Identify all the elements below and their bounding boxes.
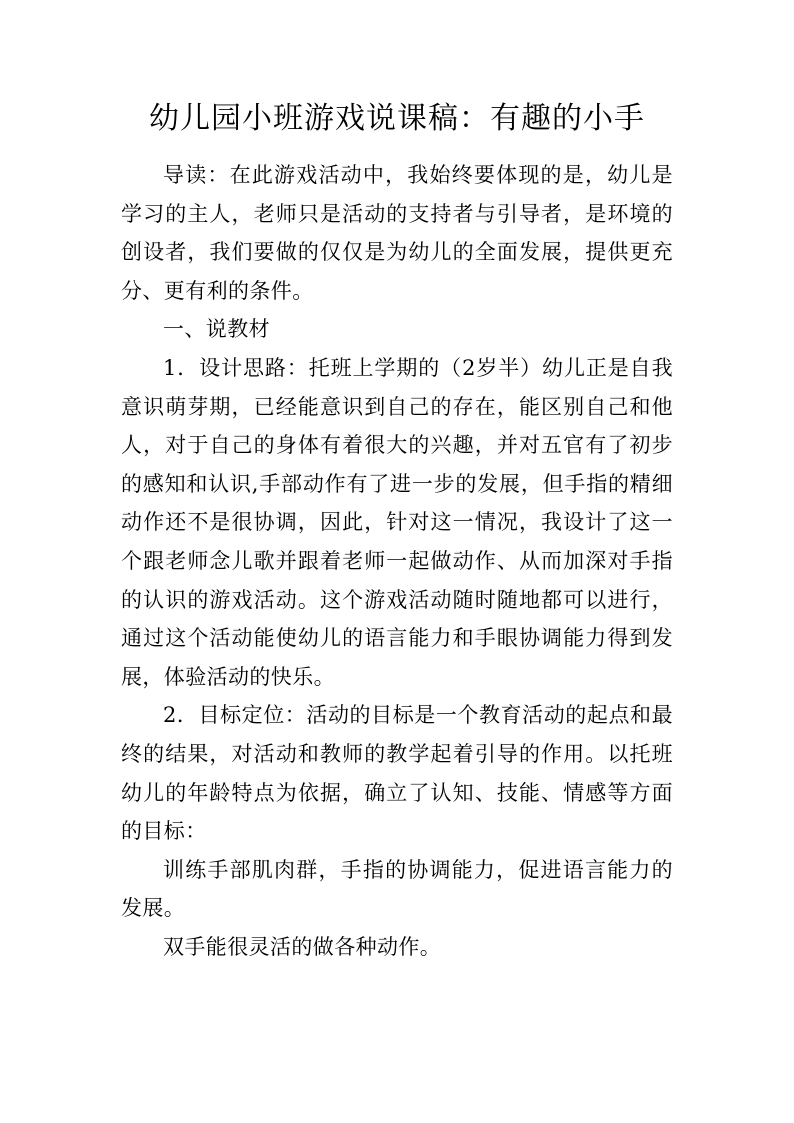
section-heading-teaching-material: 一、说教材	[163, 317, 270, 342]
document-title: 幼儿园小班游戏说课稿：有趣的小手	[149, 101, 645, 136]
paragraph-goal-positioning: 2．目标定位：活动的目标是一个教育活动的起点和最终的结果，对活动和教师的教学起着引导的作用。以托班幼儿的年龄特点为依据，确立了认知、技能、情感等方面的目标：	[121, 703, 673, 844]
paragraph-design-idea: 1．设计思路：托班上学期的（2岁半）幼儿正是自我意识萌芽期，已经能意识到自己的存在，能区别自己和他人，对于自己的身体有着很大的兴趣，并对五官有了初步的感知和认识,手部动作有了进一步的发展，但手指的精细动作还不是很协调，因此，针对这一情况，我设计了这一个跟老师念儿歌并跟着老师一起做动作、从而加深对手指的认识的游戏活动。这个游戏活动随时随地都可以进行，通过这个活动能使幼儿的语言能力和手眼协调能力得到发展，体验活动的快乐。	[121, 355, 673, 689]
paragraph-goal-item-1: 训练手部肌肉群，手指的协调能力，促进语言能力的发展。	[121, 857, 673, 921]
paragraph-intro: 导读：在此游戏活动中，我始终要体现的是，幼儿是学习的主人，老师只是活动的支持者与引导者，是环境的创设者，我们要做的仅仅是为幼儿的全面发展，提供更充分、更有利的条件。	[121, 163, 673, 303]
document-body	[121, 156, 673, 966]
paragraph-goal-item-2: 双手能很灵活的做各种动作。	[163, 934, 442, 959]
